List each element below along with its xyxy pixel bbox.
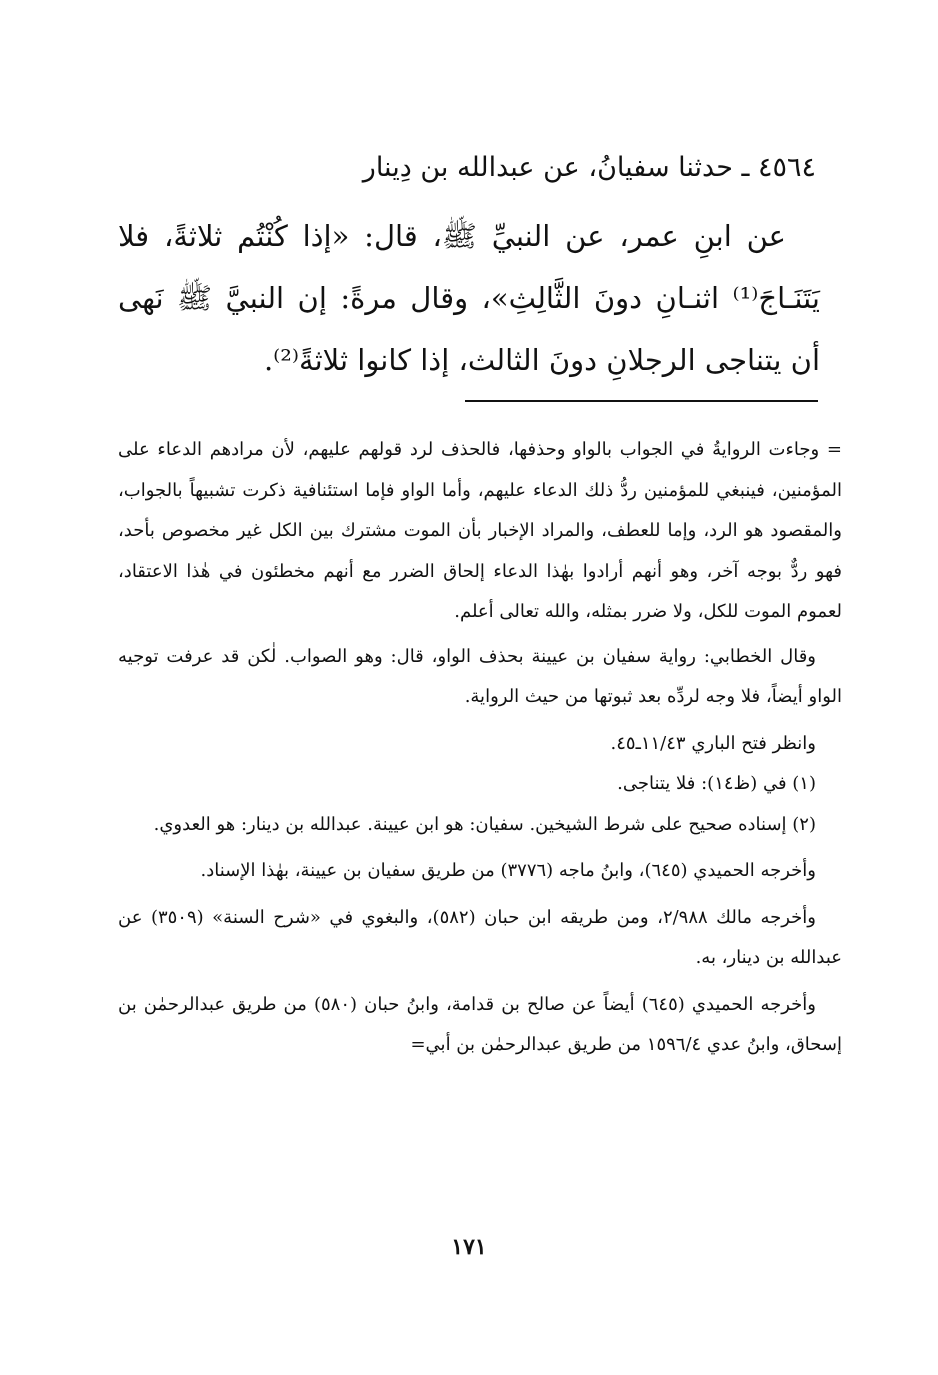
footnote-fath-reference: وانظر فتح الباري ١١/٤٣ـ٤٥. — [610, 732, 816, 754]
hadith-heading: ٤٥٦٤ ـ حدثنا سفيانُ، عن عبدالله بن دِينار — [362, 152, 816, 183]
footnotes-section — [118, 430, 842, 1066]
footnote-1: (١) في (ظ١٤): فلا يتناجى. — [617, 773, 816, 794]
hadith-text — [118, 205, 820, 391]
footnote-continuation: = وجاءت الروايةُ في الجواب بالواو وحذفها، فالحذف لرد قولهم عليهم، لأن مرادهم الدعاء على المؤمنين، فينبغي للمؤمنين ردُّ ذلك الدعاء عليهم، وأما الواو فإما استئنافية ذكرت تشبيهاً بالجواب، والمقصود هو الرد، وإما للعطف، والمراد الإخبار بأن الموت مشترك بين الكل غير مخصوص بأحد، فهو ردٌّ بوجه آخر، وهو أنهم أرادوا بهٰذا الدعاء إلحاق الضرر مع أنهم مخطئون في هٰذا الاعتقاد، لعموم الموت للكل، ولا ضرر بمثله، والله تعالى أعلم. — [118, 439, 842, 622]
footnote-2: (٢) إسناده صحيح على شرط الشيخين. سفيان: هو ابن عيينة. عبدالله بن دينار: هو العدوي. — [153, 813, 816, 835]
footnote-separator — [465, 400, 818, 402]
hadith-body-paragraph: عن ابنِ عمر، عن النبيِّ ﷺ، قال: «إذا كُنْتُم ثلاثةً، فلا يَتَنَـاجَ⁽¹⁾ اثنـانِ دونَ الثَّالِثِ»، وقال مرةً: إن النبيَّ ﷺ نَهى أن يتناجى الرجلانِ دونَ الثالث، إذا كانوا ثلاثةً⁽²⁾. — [118, 219, 820, 377]
footnote-humaidi: وأخرجه الحميدي (٦٤٥)، وابنُ ماجه (٣٧٧٦) من طريق سفيان بن عيينة، بهٰذا الإسناد. — [200, 860, 816, 881]
footnote-humaidi-2: وأخرجه الحميدي (٦٤٥) أيضاً عن صالح بن قدامة، وابنُ حبان (٥٨٠) من طريق عبدالرحمٰن بن إسحاق، وابنُ عدي ١٥٩٦/٤ من طريق عبدالرحمٰن بن أبي= — [118, 993, 842, 1055]
footnote-khattabi: وقال الخطابي: رواية سفيان بن عيينة بحذف الواو، قال: وهو الصواب. لٰكن قد عرفت توجيه الواو أيضاً، فلا وجه لردِّه بعد ثبوتها من حيث الرواية. — [118, 645, 842, 707]
page-number: ١٧١ — [451, 1234, 487, 1260]
footnote-malik: وأخرجه مالك ٢/٩٨٨، ومن طريقه ابن حبان (٥٨٢)، والبغوي في «شرح السنة» (٣٥٠٩) عن عبدالله بن دينار، به. — [118, 906, 842, 968]
